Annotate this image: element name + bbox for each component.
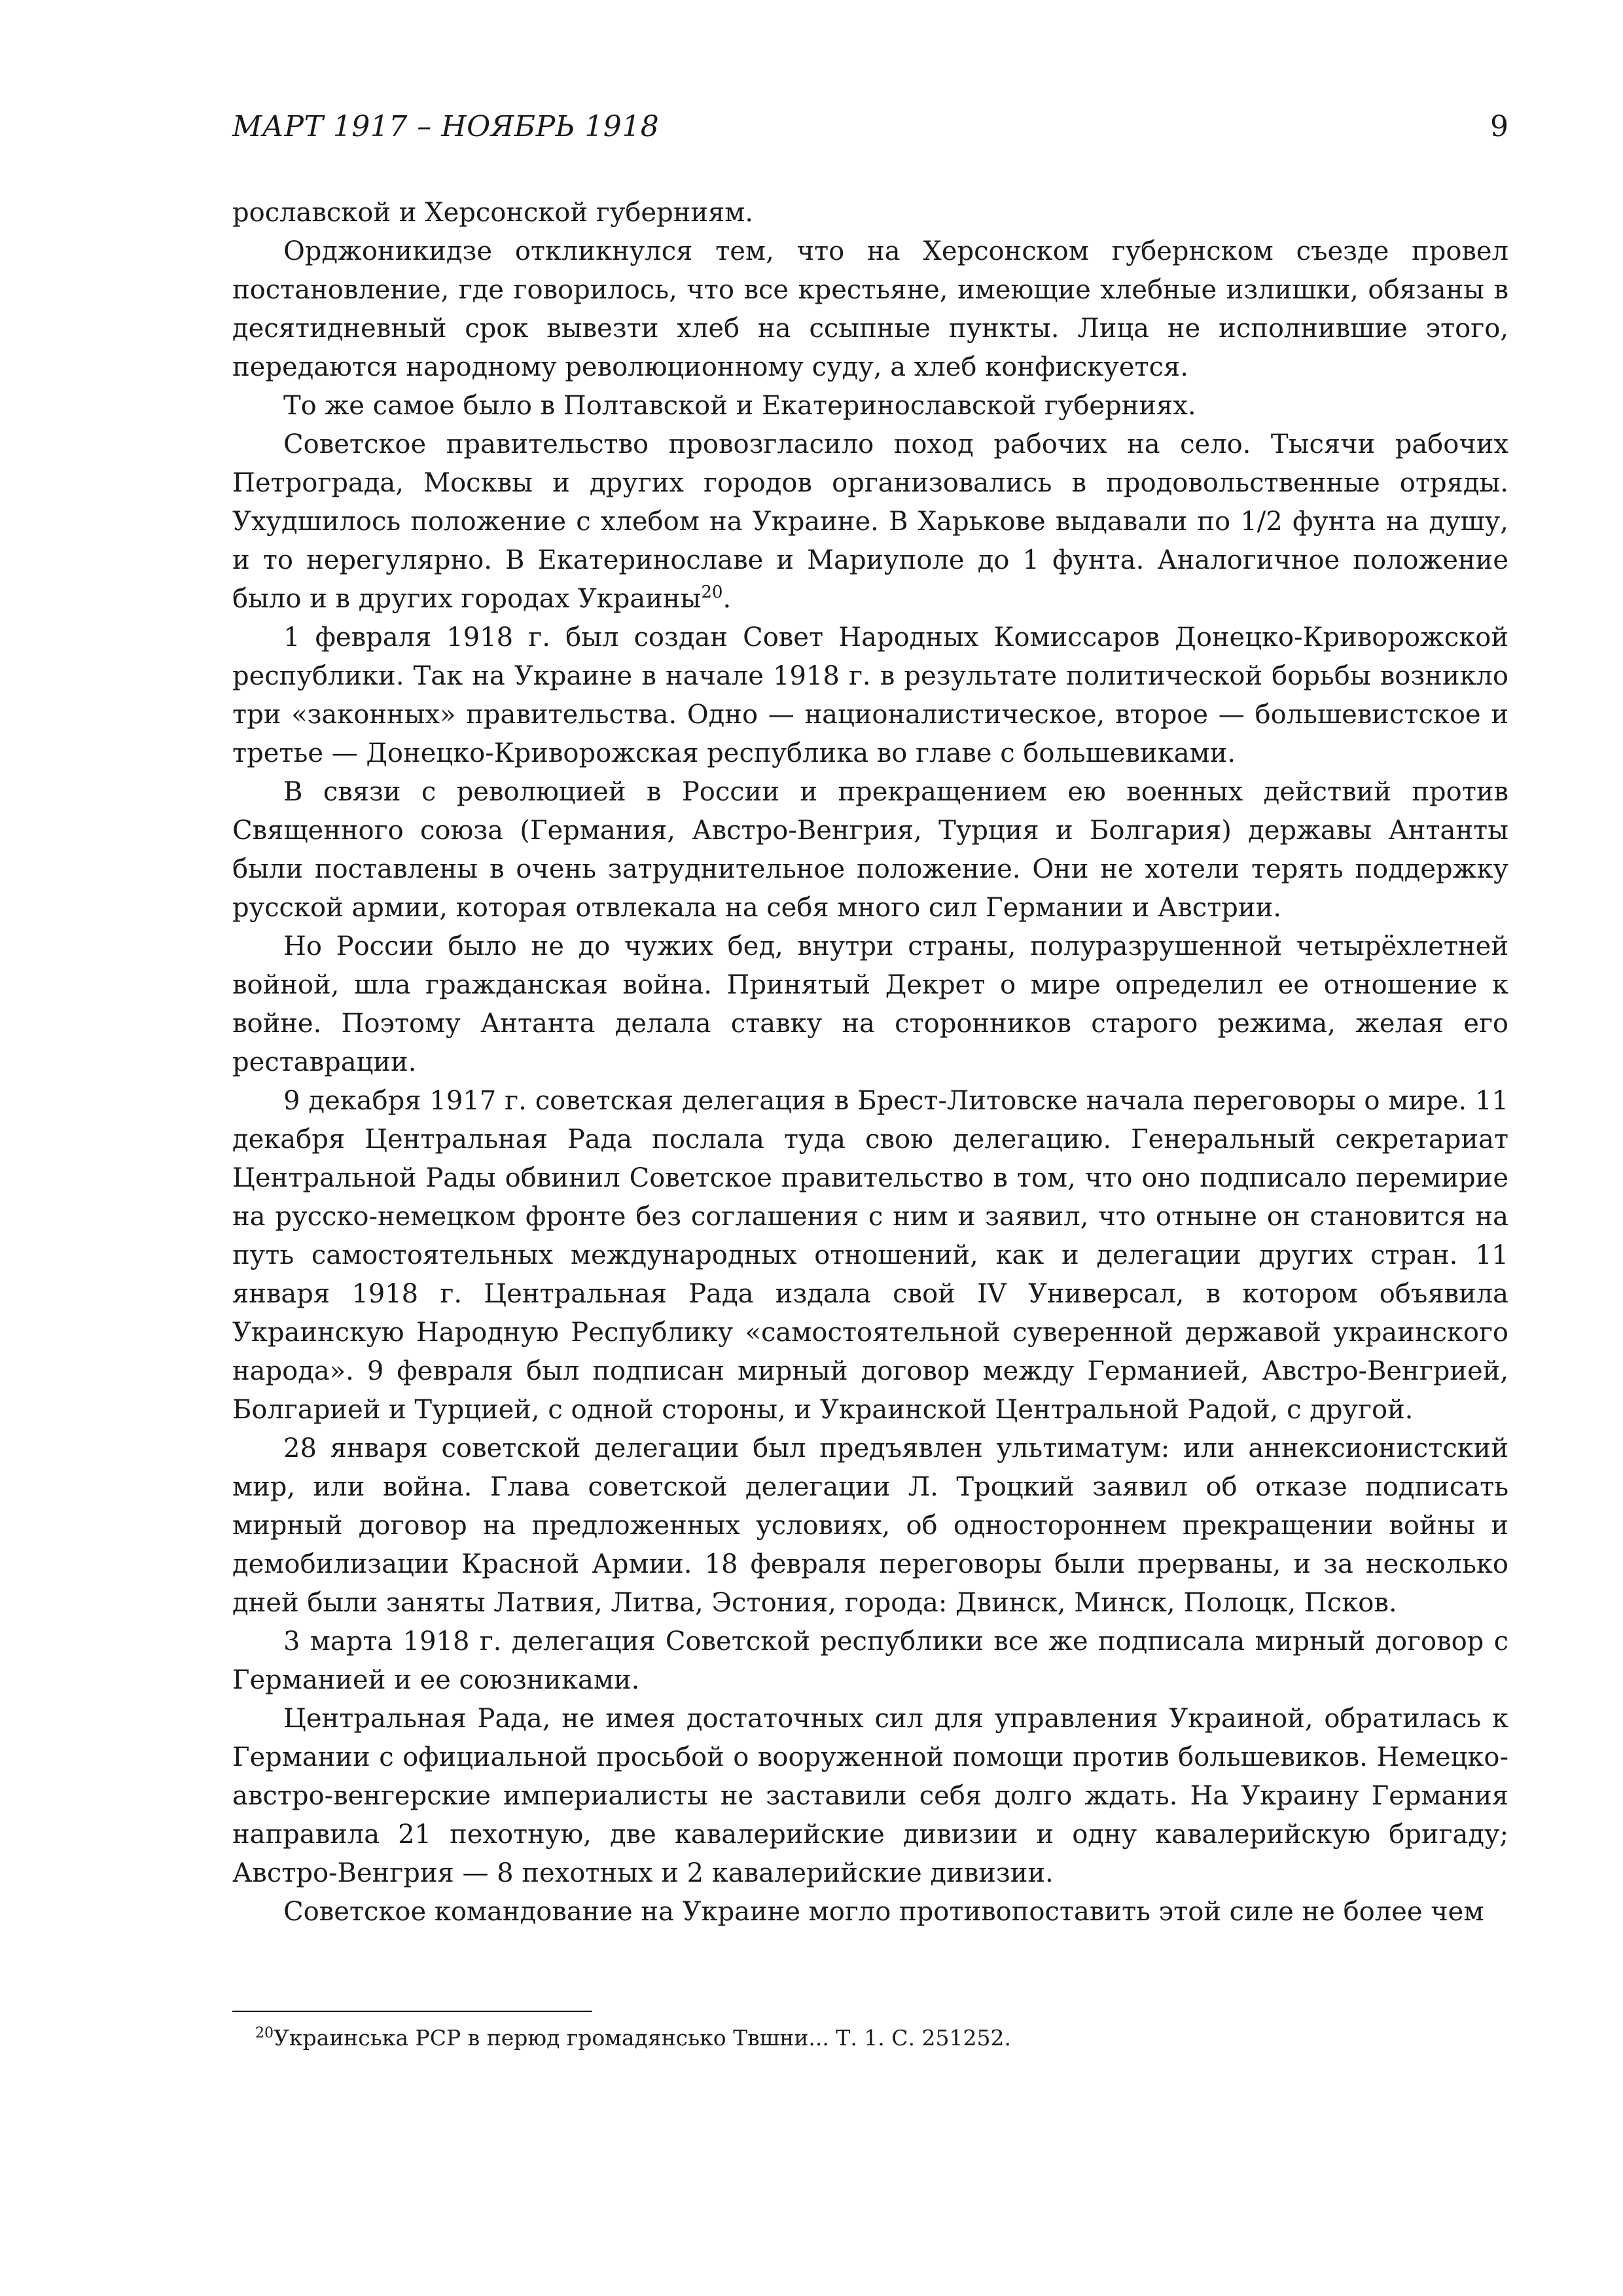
paragraph-end-punctuation: .	[722, 584, 732, 614]
footnote-divider	[232, 2011, 592, 2012]
paragraph: Орджоникидзе откликнулся тем, что на Херсонском губернском съезде провел постановление, где говорилось, что все крестьяне, имеющие хлебные излишки, обязаны в десятидневный срок вывезти хлеб на ссыпные пункты. Лица не исполнившие этого, передаются народному революционному суду, а хлеб конфискуется.	[232, 236, 1508, 382]
paragraph: Но России было не до чужих бед, внутри страны, полуразрушенной четырёхлетней войной, шла гражданская война. Принятый Декрет о мире определил ее отношение к войне. Поэтому Антанта делала ставку на сторонников старого режима, желая его реставрации.	[232, 931, 1508, 1077]
footnote-reference[interactable]: 20	[701, 583, 723, 602]
paragraph-text: Советское правительство провозгласило поход рабочих на село. Тысячи рабочих Петрограда, Москвы и других городов организовались в продовольственные отряды. Ухудшилось положение с хлебом на Украине. В Харькове выдавали по 1/2 фунта на душу, и то нерегулярно. В Екатеринославе и Мариуполе до 1 фунта. Аналогичное положение было и в других городах Украины	[232, 429, 1508, 614]
paragraph: То же самое было в Полтавской и Екатеринославской губерниях.	[283, 391, 1196, 421]
running-head	[232, 110, 1508, 149]
paragraph: Советское командование на Украине могло противопоставить этой силе не более чем	[283, 1897, 1484, 1927]
running-title: МАРТ 1917 – НОЯБРЬ 1918	[232, 110, 660, 143]
footnote	[255, 2024, 1499, 2053]
paragraph: 9 декабря 1917 г. советская делегация в Брест-Литовске начала переговоры о мире. 11 декабря Центральная Рада послала туда свою делегацию. Генеральный секретариат Центральной Рады обвинил Советское правительство в том, что оно подписало перемирие на русско-немецком фронте без соглашения с ним и заявил, что отныне он становится на путь самостоятельных международных отношений, как и делегации других стран. 11 января 1918 г. Центральная Рада издала свой IV Универсал, в котором объявила Украинскую Народную Республику «самостоятельной суверенной державой украинского народа». 9 февраля был подписан мирный договор между Германией, Австро-Венгрией, Болгарией и Турцией, с одной стороны, и Украинской Центральной Радой, с другой.	[232, 1086, 1508, 1425]
paragraph: рославской и Херсонской губерниям.	[232, 198, 754, 228]
page-number: 9	[1490, 110, 1508, 143]
paragraph: 3 марта 1918 г. делегация Советской республики все же подписала мирный договор с Германией и ее союзниками.	[232, 1626, 1508, 1695]
paragraph: 1 февраля 1918 г. был создан Совет Народных Комиссаров Донецко-Криворожской республики. Так на Украине в начале 1918 г. в результате политической борьбы возникло три «законных» правительства. Одно — националистическое, второе — большевистское и третье — Донецко-Криворожская республика во главе с большевиками.	[232, 622, 1508, 768]
paragraph: 28 января советской делегации был предъявлен ультиматум: или аннексионистский мир, или война. Глава советской делегации Л. Троцкий заявил об отказе подписать мирный договор на предложенных условиях, об одностороннем прекращении войны и демобилизации Красной Армии. 18 февраля переговоры были прерваны, и за несколько дней были заняты Латвия, Литва, Эстония, города: Двинск, Минск, Полоцк, Псков.	[232, 1433, 1508, 1618]
paragraph: В связи с революцией в России и прекращением ею военных действий против Священного союза (Германия, Австро-Венгрия, Турция и Болгария) державы Антанты были поставлены в очень затруднительное положение. Они не хотели терять поддержку русской армии, которая отвлекала на себя много сил Германии и Австрии.	[232, 777, 1508, 923]
paragraph	[232, 425, 1508, 619]
footnote-text: Украинська РСР в перюд громадянсько Твшни... Т. 1. С. 251252.	[274, 2025, 1011, 2051]
paragraph: Центральная Рада, не имея достаточных сил для управления Украиной, обратилась к Германии с официальной просьбой о вооруженной помощи против большевиков. Немецко-австро-венгерские империалисты не заставили себя долго ждать. На Украину Германия направила 21 пехотную, две кавалерийские дивизии и одну кавалерийскую бригаду; Австро-Венгрия — 8 пехотных и 2 кавалерийские дивизии.	[232, 1704, 1508, 1888]
body-text	[232, 194, 1508, 1931]
footnote-number: 20	[255, 2025, 274, 2041]
